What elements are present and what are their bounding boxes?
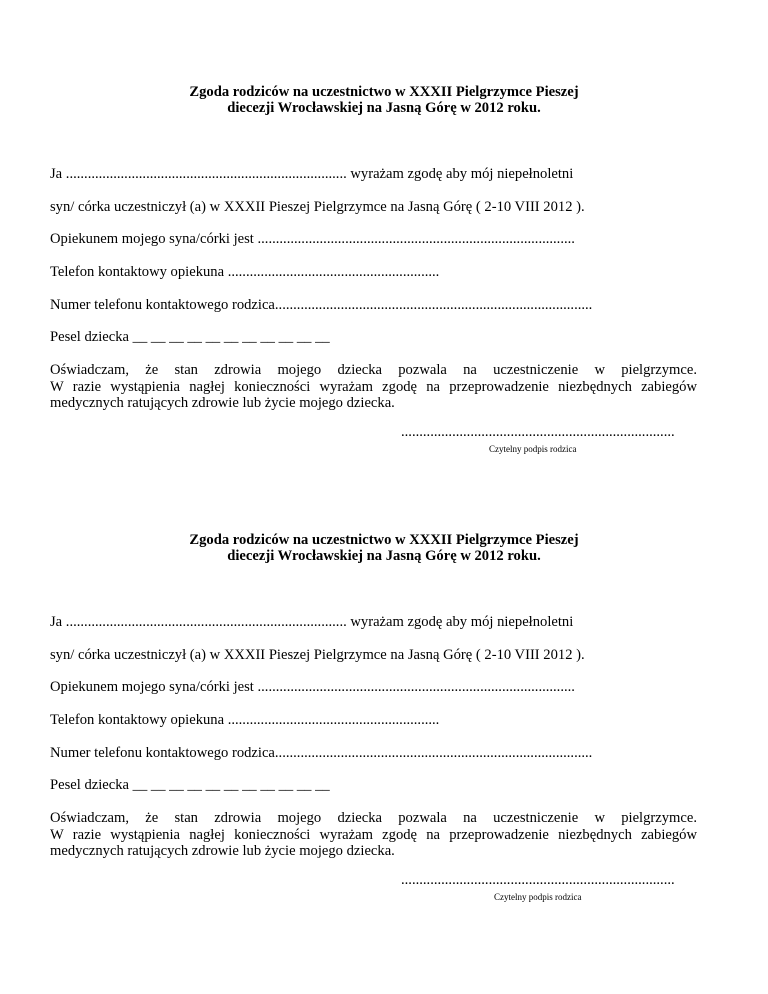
form-title [0,84,768,116]
parent-name-line: Ja ............................................................................. wyrażam zgodę aby mój niepełnoletni [50,166,574,182]
parent-phone-line: Numer telefonu kontaktowego rodzica....................................................................................... [50,297,593,313]
parent-phone-line: Numer telefonu kontaktowego rodzica....................................................................................... [50,745,593,761]
signature-line: ........................................................................... [401,424,675,440]
statement-line-1: Oświadczam, że stan zdrowia mojego dziecka pozwala na uczestniczenie w pielgrzymce. [50,810,697,826]
health-statement [50,362,697,412]
health-statement [50,810,697,860]
child-participation-line: syn/ córka uczestniczył (a) w XXXII Pieszej Pielgrzymce na Jasną Górę ( 2-10 VIII 2012 ). [50,647,585,663]
form-title-line-2: diecezji Wrocławskiej na Jasną Górę w 2012 roku. [227,548,541,564]
child-pesel-line: Pesel dziecka __ __ __ __ __ __ __ __ __ __ __ [50,329,330,345]
signature-caption: Czytelny podpis rodzica [494,892,582,902]
parent-name-line: Ja ............................................................................. wyrażam zgodę aby mój niepełnoletni [50,614,574,630]
form-title-line-1: Zgoda rodziców na uczestnictwo w XXXII Pielgrzymce Pieszej [189,532,579,548]
guardian-line: Opiekunem mojego syna/córki jest ....................................................................................... [50,231,575,247]
guardian-line: Opiekunem mojego syna/córki jest ....................................................................................... [50,679,575,695]
signature-line: ........................................................................... [401,872,675,888]
guardian-phone-line: Telefon kontaktowy opiekuna .......................................................... [50,264,440,280]
form-title-line-2: diecezji Wrocławskiej na Jasną Górę w 2012 roku. [227,100,541,116]
child-participation-line: syn/ córka uczestniczył (a) w XXXII Pieszej Pielgrzymce na Jasną Górę ( 2-10 VIII 2012 ). [50,199,585,215]
statement-line-2: W razie wystąpienia nagłej konieczności wyrażam zgodę na przeprowadzenie niezbędnych zabiegów [50,826,697,843]
child-pesel-line: Pesel dziecka __ __ __ __ __ __ __ __ __ __ __ [50,777,330,793]
statement-line-2: W razie wystąpienia nagłej konieczności wyrażam zgodę na przeprowadzenie niezbędnych zabiegów [50,378,697,395]
form-title [0,532,768,564]
statement-line-1: Oświadczam, że stan zdrowia mojego dziecka pozwala na uczestniczenie w pielgrzymce. [50,362,697,378]
guardian-phone-line: Telefon kontaktowy opiekuna .......................................................... [50,712,440,728]
signature-caption: Czytelny podpis rodzica [489,444,577,454]
form-title-line-1: Zgoda rodziców na uczestnictwo w XXXII Pielgrzymce Pieszej [189,84,579,100]
statement-line-3: medycznych ratujących zdrowie lub życie mojego dziecka. [50,395,395,411]
statement-line-3: medycznych ratujących zdrowie lub życie mojego dziecka. [50,843,395,859]
